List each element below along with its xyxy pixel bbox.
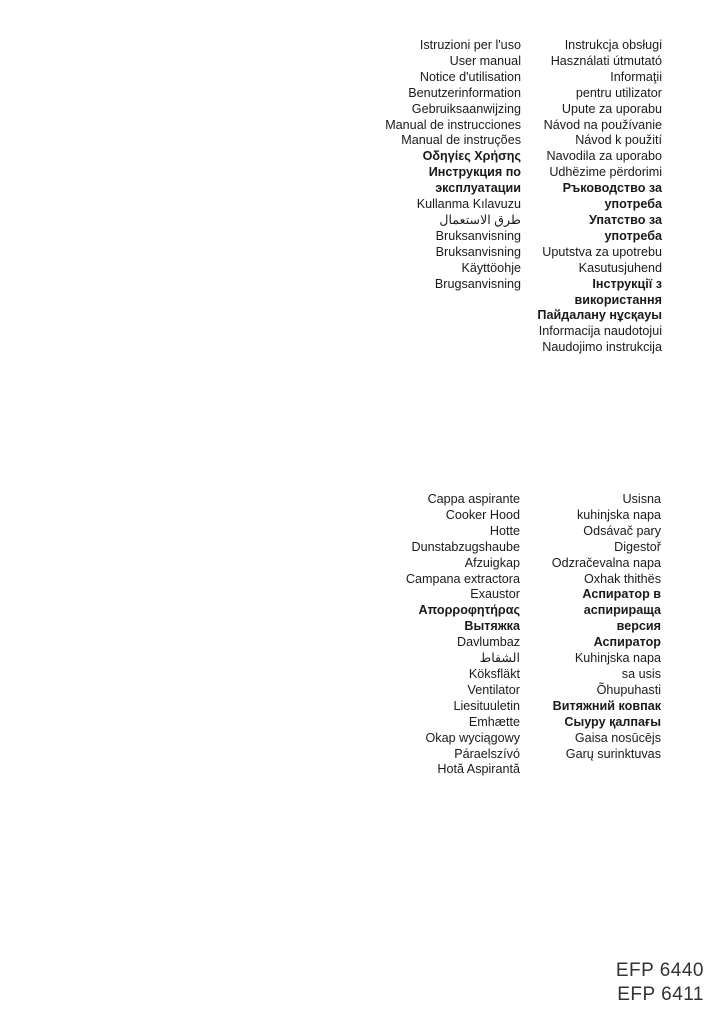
- text-line: Витяжний ковпак: [552, 698, 661, 713]
- model-number: EFP 6440: [615, 960, 704, 981]
- text-line: Bruksanvisning: [435, 228, 521, 243]
- text-line: Аспиратор: [593, 635, 661, 650]
- text-line: Hotte: [489, 523, 520, 538]
- text-line: Gaisa nosūcējs: [574, 730, 661, 745]
- text-line: Cappa aspirante: [427, 492, 520, 506]
- text-line: аспирираща: [583, 603, 661, 618]
- text-line: Упатство за: [588, 212, 662, 227]
- model-numbers: [616, 959, 704, 1007]
- text-line: طرق الاستعمال: [439, 212, 521, 227]
- text-line: Naudojimo instrukcija: [542, 340, 662, 355]
- text-line: Bruksanvisning: [435, 244, 521, 259]
- text-line: Сыуру қалпағы: [564, 714, 661, 729]
- text-line: Manual de instruções: [401, 133, 521, 148]
- text-line: Exaustor: [470, 587, 520, 602]
- text-line: User manual: [449, 53, 521, 68]
- text-line: Απορροφητήρας: [418, 603, 520, 618]
- model-number: EFP 6411: [617, 984, 704, 1005]
- text-line: Brugsanvisning: [434, 276, 521, 291]
- text-line: Afzuigkap: [464, 555, 520, 570]
- text-line: Notice d'utilisation: [419, 69, 521, 84]
- text-line: Вытяжка: [464, 619, 520, 634]
- manual-titles-left-column: [385, 38, 521, 293]
- text-line: Käyttöohje: [461, 260, 521, 275]
- text-line: Istruzioni per l'uso: [419, 38, 521, 52]
- text-line: Ръководство за: [562, 181, 662, 196]
- text-line: употреба: [604, 228, 662, 243]
- text-line: Ventilator: [467, 682, 520, 697]
- text-line: الشفاط: [479, 651, 520, 666]
- text-line: Cooker Hood: [445, 507, 520, 522]
- text-line: Uputstva za upotrebu: [542, 244, 662, 259]
- text-line: Manual de instrucciones: [385, 117, 521, 132]
- text-line: версия: [616, 619, 661, 634]
- text-line: Navodila za uporabo: [546, 149, 662, 164]
- text-line: Emhætte: [468, 714, 520, 729]
- text-line: Usisna: [622, 492, 661, 506]
- text-line: Odzračevalna napa: [551, 555, 661, 570]
- text-line: Gebruiksaanwijzing: [411, 101, 521, 116]
- text-line: kuhinjska napa: [576, 507, 661, 522]
- text-line: Köksfläkt: [468, 666, 520, 681]
- text-line: Oxhak thithës: [583, 571, 661, 586]
- text-line: використання: [574, 292, 662, 307]
- text-line: sa usis: [621, 666, 661, 681]
- text-line: Upute za uporabu: [561, 101, 662, 116]
- text-line: Οδηγίες Χρήσης: [422, 149, 521, 164]
- product-names-left-column: [406, 492, 520, 778]
- text-line: Hotă Aspirantă: [437, 762, 520, 777]
- text-line: Kasutusjuhend: [578, 260, 662, 275]
- text-line: употреба: [604, 197, 662, 212]
- text-line: Інструкції з: [592, 276, 662, 291]
- text-line: Инструкция по: [428, 165, 521, 180]
- text-line: Аспиратор в: [582, 587, 661, 602]
- text-line: Kuhinjska napa: [574, 651, 661, 666]
- manual-titles-right-column: [537, 38, 662, 356]
- text-line: Instrukcja obsługi: [564, 38, 662, 52]
- text-line: Õhupuhasti: [596, 682, 661, 697]
- text-line: Udhëzime përdorimi: [549, 165, 662, 180]
- text-line: эксплуатации: [435, 181, 521, 196]
- text-line: Informaţii: [610, 69, 662, 84]
- text-line: Okap wyciągowy: [425, 730, 520, 745]
- text-line: Informacija naudotojui: [538, 324, 662, 339]
- text-line: Benutzerinformation: [408, 85, 521, 100]
- text-line: Dunstabzugshaube: [411, 539, 520, 554]
- text-line: Návod na používanie: [543, 117, 662, 132]
- text-line: Páraelszívó: [454, 746, 520, 761]
- text-line: Davlumbaz: [457, 635, 520, 650]
- text-line: Használati útmutató: [550, 53, 662, 68]
- text-line: Digestoř: [614, 539, 661, 554]
- product-names-right-column: [552, 492, 661, 762]
- text-line: Campana extractora: [405, 571, 520, 586]
- text-line: Garų surinktuvas: [565, 746, 661, 761]
- text-line: Návod k použití: [575, 133, 662, 148]
- text-line: Kullanma Kılavuzu: [416, 197, 521, 212]
- text-line: pentru utilizator: [575, 85, 662, 100]
- text-line: Liesituuletin: [453, 698, 520, 713]
- text-line: Пайдалану нұсқауы: [537, 308, 662, 323]
- text-line: Odsávač pary: [583, 523, 661, 538]
